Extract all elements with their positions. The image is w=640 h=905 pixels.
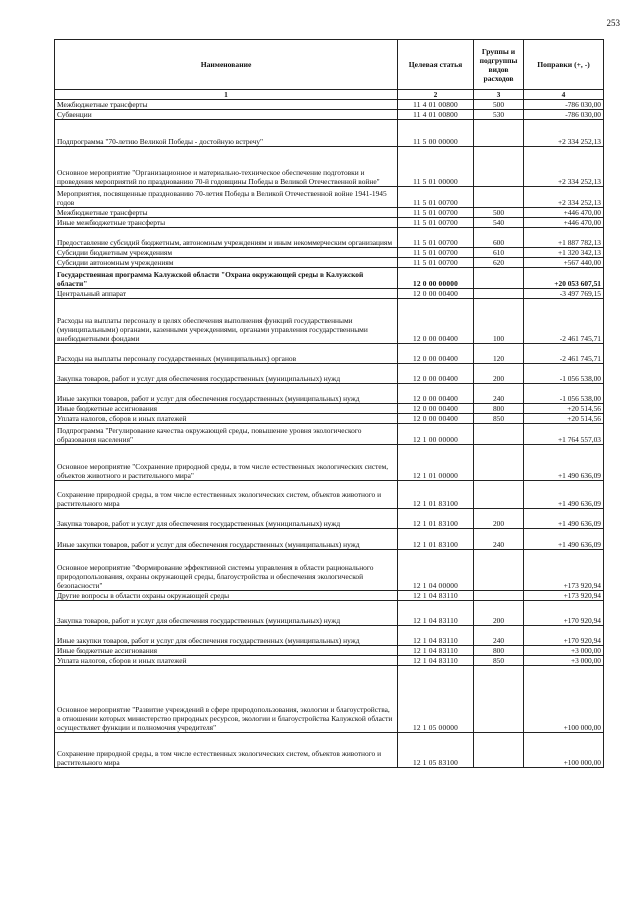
row-name: Субвенции: [55, 110, 398, 120]
table-row: [55, 268, 604, 289]
row-name: Государственная программа Калужской области "Охрана окружающей среды в Калужской области": [55, 268, 398, 289]
row-expense-group: 540: [474, 218, 524, 228]
table-row: [55, 147, 604, 187]
row-name: Иные закупки товаров, работ и услуг для обеспечения государственных (муниципальных) нужд: [55, 384, 398, 404]
row-target-article: 12 0 00 00400: [398, 384, 474, 404]
page-number: 253: [606, 18, 620, 28]
row-target-article: 11 5 01 00700: [398, 187, 474, 208]
row-amendment: +2 334 252,13: [524, 147, 604, 187]
row-amendment: +173 920,94: [524, 591, 604, 601]
row-name: Расходы на выплаты персоналу государственных (муниципальных) органов: [55, 344, 398, 364]
row-expense-group: 240: [474, 626, 524, 646]
row-target-article: 12 1 04 83110: [398, 646, 474, 656]
row-amendment: +1 490 636,09: [524, 445, 604, 481]
row-expense-group: 500: [474, 100, 524, 110]
row-target-article: 11 4 01 00800: [398, 100, 474, 110]
table-row: [55, 258, 604, 268]
row-target-article: 11 5 00 00000: [398, 120, 474, 147]
row-amendment: -3 497 769,15: [524, 289, 604, 299]
row-target-article: 12 1 01 83100: [398, 529, 474, 550]
row-target-article: 11 4 01 00800: [398, 110, 474, 120]
row-name: Иные закупки товаров, работ и услуг для обеспечения государственных (муниципальных) нужд: [55, 626, 398, 646]
row-name: Предоставление субсидий бюджетным, автономным учреждениям и иным некоммерческим организациям: [55, 228, 398, 248]
table-row: [55, 550, 604, 591]
row-name: Уплата налогов, сборов и иных платежей: [55, 414, 398, 424]
row-target-article: 11 5 01 00700: [398, 228, 474, 248]
table-row: [55, 445, 604, 481]
row-target-article: 12 1 01 00000: [398, 445, 474, 481]
row-amendment: -1 056 538,00: [524, 364, 604, 384]
table-row: [55, 289, 604, 299]
column-number: 4: [524, 90, 604, 100]
row-target-article: 12 1 05 00000: [398, 666, 474, 733]
row-target-article: 12 0 00 00400: [398, 404, 474, 414]
row-name: Иные бюджетные ассигнования: [55, 646, 398, 656]
table-row: [55, 299, 604, 344]
column-number: 1: [55, 90, 398, 100]
row-amendment: +100 000,00: [524, 733, 604, 768]
table-row: [55, 414, 604, 424]
row-expense-group: [474, 550, 524, 591]
row-target-article: 12 1 00 00000: [398, 424, 474, 445]
row-expense-group: 100: [474, 299, 524, 344]
row-amendment: +173 920,94: [524, 550, 604, 591]
row-target-article: 12 1 01 83100: [398, 509, 474, 529]
row-name: Другие вопросы в области охраны окружающей среды: [55, 591, 398, 601]
row-amendment: -786 030,00: [524, 100, 604, 110]
row-amendment: +100 000,00: [524, 666, 604, 733]
row-name: Субсидии бюджетным учреждениям: [55, 248, 398, 258]
row-name: Иные межбюджетные трансферты: [55, 218, 398, 228]
row-target-article: 12 0 00 00400: [398, 299, 474, 344]
row-target-article: 12 0 00 00400: [398, 364, 474, 384]
row-name: Уплата налогов, сборов и иных платежей: [55, 656, 398, 666]
row-target-article: 12 1 04 83110: [398, 601, 474, 626]
row-target-article: 12 1 04 00000: [398, 550, 474, 591]
row-expense-group: 200: [474, 509, 524, 529]
row-name: Сохранение природной среды, в том числе естественных экологических систем, объектов животного и растительного мира: [55, 733, 398, 768]
row-target-article: 12 0 00 00400: [398, 344, 474, 364]
row-amendment: +2 334 252,13: [524, 187, 604, 208]
budget-amendments-table: [54, 39, 604, 768]
row-amendment: -2 461 745,71: [524, 344, 604, 364]
row-name: Мероприятия, посвященные празднованию 70-летия Победы в Великой Отечественной войне 1941-1945 годов: [55, 187, 398, 208]
row-target-article: 11 5 01 00700: [398, 208, 474, 218]
table-row: [55, 228, 604, 248]
row-target-article: 11 5 01 00000: [398, 147, 474, 187]
row-amendment: +170 920,94: [524, 626, 604, 646]
row-amendment: +446 470,00: [524, 218, 604, 228]
row-name: Основное мероприятие "Формирование эффективной системы управления в области рационального природопользования, охраны окружающей среды, благоустройства и обеспечения экологической безопасности": [55, 550, 398, 591]
row-expense-group: [474, 481, 524, 509]
row-target-article: 12 1 05 83100: [398, 733, 474, 768]
row-expense-group: 600: [474, 228, 524, 248]
row-target-article: 11 5 01 00700: [398, 258, 474, 268]
row-amendment: +1 490 636,09: [524, 529, 604, 550]
table-row: [55, 424, 604, 445]
row-amendment: +1 764 557,03: [524, 424, 604, 445]
row-expense-group: 240: [474, 529, 524, 550]
table-row: [55, 120, 604, 147]
row-target-article: 11 5 01 00700: [398, 218, 474, 228]
row-amendment: +170 920,94: [524, 601, 604, 626]
table-row: [55, 646, 604, 656]
table-row: [55, 218, 604, 228]
row-expense-group: 610: [474, 248, 524, 258]
row-expense-group: [474, 120, 524, 147]
row-amendment: +1 320 342,13: [524, 248, 604, 258]
column-numbers-row: [55, 90, 604, 100]
table-row: [55, 733, 604, 768]
table-row: [55, 601, 604, 626]
table-row: [55, 110, 604, 120]
row-amendment: -786 030,00: [524, 110, 604, 120]
row-expense-group: 800: [474, 646, 524, 656]
table-row: [55, 364, 604, 384]
row-target-article: 11 5 01 00700: [398, 248, 474, 258]
table-row: [55, 208, 604, 218]
row-amendment: +1 887 782,13: [524, 228, 604, 248]
row-amendment: +567 440,00: [524, 258, 604, 268]
row-expense-group: [474, 147, 524, 187]
table-row: [55, 591, 604, 601]
row-expense-group: 850: [474, 656, 524, 666]
row-expense-group: 120: [474, 344, 524, 364]
row-expense-group: [474, 424, 524, 445]
table-row: [55, 656, 604, 666]
row-expense-group: 500: [474, 208, 524, 218]
row-target-article: 12 0 00 00400: [398, 414, 474, 424]
table-row: [55, 626, 604, 646]
row-name: Межбюджетные трансферты: [55, 100, 398, 110]
table-row: [55, 100, 604, 110]
row-target-article: 12 0 00 00000: [398, 268, 474, 289]
row-expense-group: 200: [474, 601, 524, 626]
row-name: Межбюджетные трансферты: [55, 208, 398, 218]
row-amendment: +1 490 636,09: [524, 481, 604, 509]
row-amendment: +1 490 636,09: [524, 509, 604, 529]
row-name: Закупка товаров, работ и услуг для обеспечения государственных (муниципальных) нужд: [55, 509, 398, 529]
row-name: Иные закупки товаров, работ и услуг для обеспечения государственных (муниципальных) нужд: [55, 529, 398, 550]
row-expense-group: [474, 268, 524, 289]
row-target-article: 12 1 04 83110: [398, 656, 474, 666]
row-amendment: +20 053 607,51: [524, 268, 604, 289]
row-expense-group: 850: [474, 414, 524, 424]
row-target-article: 12 1 04 83110: [398, 591, 474, 601]
row-expense-group: 200: [474, 364, 524, 384]
table-row: [55, 344, 604, 364]
row-expense-group: [474, 591, 524, 601]
row-amendment: +20 514,56: [524, 414, 604, 424]
row-expense-group: [474, 187, 524, 208]
row-target-article: 12 1 01 83100: [398, 481, 474, 509]
row-expense-group: [474, 289, 524, 299]
row-name: Основное мероприятие "Организационное и материально-техническое обеспечение подготовки и проведения мероприятий по празднованию 70-й годовщины Победы в Великой Отечественной войне": [55, 147, 398, 187]
table-row: [55, 404, 604, 414]
row-amendment: -1 056 538,00: [524, 384, 604, 404]
row-expense-group: 530: [474, 110, 524, 120]
row-name: Подпрограмма "Регулирование качества окружающей среды, повышение уровня экологического образования населения": [55, 424, 398, 445]
row-amendment: +3 000,00: [524, 646, 604, 656]
table-row: [55, 666, 604, 733]
row-expense-group: [474, 733, 524, 768]
row-expense-group: [474, 666, 524, 733]
table-row: [55, 384, 604, 404]
row-name: Расходы на выплаты персоналу в целях обеспечения выполнения функций государственными (муниципальными) органами, казенными учреждениями, органами управления государственными внебюджетными фондами: [55, 299, 398, 344]
header-name: Наименование: [55, 40, 398, 90]
row-amendment: +20 514,56: [524, 404, 604, 414]
header-expense-groups: Группы и подгруппы видов расходов: [474, 40, 524, 90]
row-expense-group: [474, 445, 524, 481]
row-amendment: +446 470,00: [524, 208, 604, 218]
row-target-article: 12 1 04 83110: [398, 626, 474, 646]
row-amendment: -2 461 745,71: [524, 299, 604, 344]
row-name: Иные бюджетные ассигнования: [55, 404, 398, 414]
table-header-row: [55, 40, 604, 90]
row-name: Субсидии автономным учреждениям: [55, 258, 398, 268]
table-row: [55, 529, 604, 550]
row-expense-group: 800: [474, 404, 524, 414]
row-name: Центральный аппарат: [55, 289, 398, 299]
table-row: [55, 187, 604, 208]
row-amendment: +3 000,00: [524, 656, 604, 666]
table-row: [55, 481, 604, 509]
row-name: Подпрограмма "70-летию Великой Победы - достойную встречу": [55, 120, 398, 147]
table-row: [55, 248, 604, 258]
column-number: 2: [398, 90, 474, 100]
row-name: Закупка товаров, работ и услуг для обеспечения государственных (муниципальных) нужд: [55, 601, 398, 626]
header-target-article: Целевая статья: [398, 40, 474, 90]
row-amendment: +2 334 252,13: [524, 120, 604, 147]
header-amendments: Поправки (+, -): [524, 40, 604, 90]
row-name: Закупка товаров, работ и услуг для обеспечения государственных (муниципальных) нужд: [55, 364, 398, 384]
row-target-article: 12 0 00 00400: [398, 289, 474, 299]
table-body: [55, 100, 604, 768]
row-name: Основное мероприятие "Развитие учреждений в сфере природопользования, экологии и благоустройства, в отношении которых министерство природных ресурсов, экологии и благоустройства Калужской области осуществляет функции и полномочия учредителя": [55, 666, 398, 733]
table-row: [55, 509, 604, 529]
row-name: Сохранение природной среды, в том числе естественных экологических систем, объектов животного и растительного мира: [55, 481, 398, 509]
row-name: Основное мероприятие "Сохранение природной среды, в том числе естественных экологических систем, объектов животного и растительного мира": [55, 445, 398, 481]
column-number: 3: [474, 90, 524, 100]
row-expense-group: 240: [474, 384, 524, 404]
row-expense-group: 620: [474, 258, 524, 268]
